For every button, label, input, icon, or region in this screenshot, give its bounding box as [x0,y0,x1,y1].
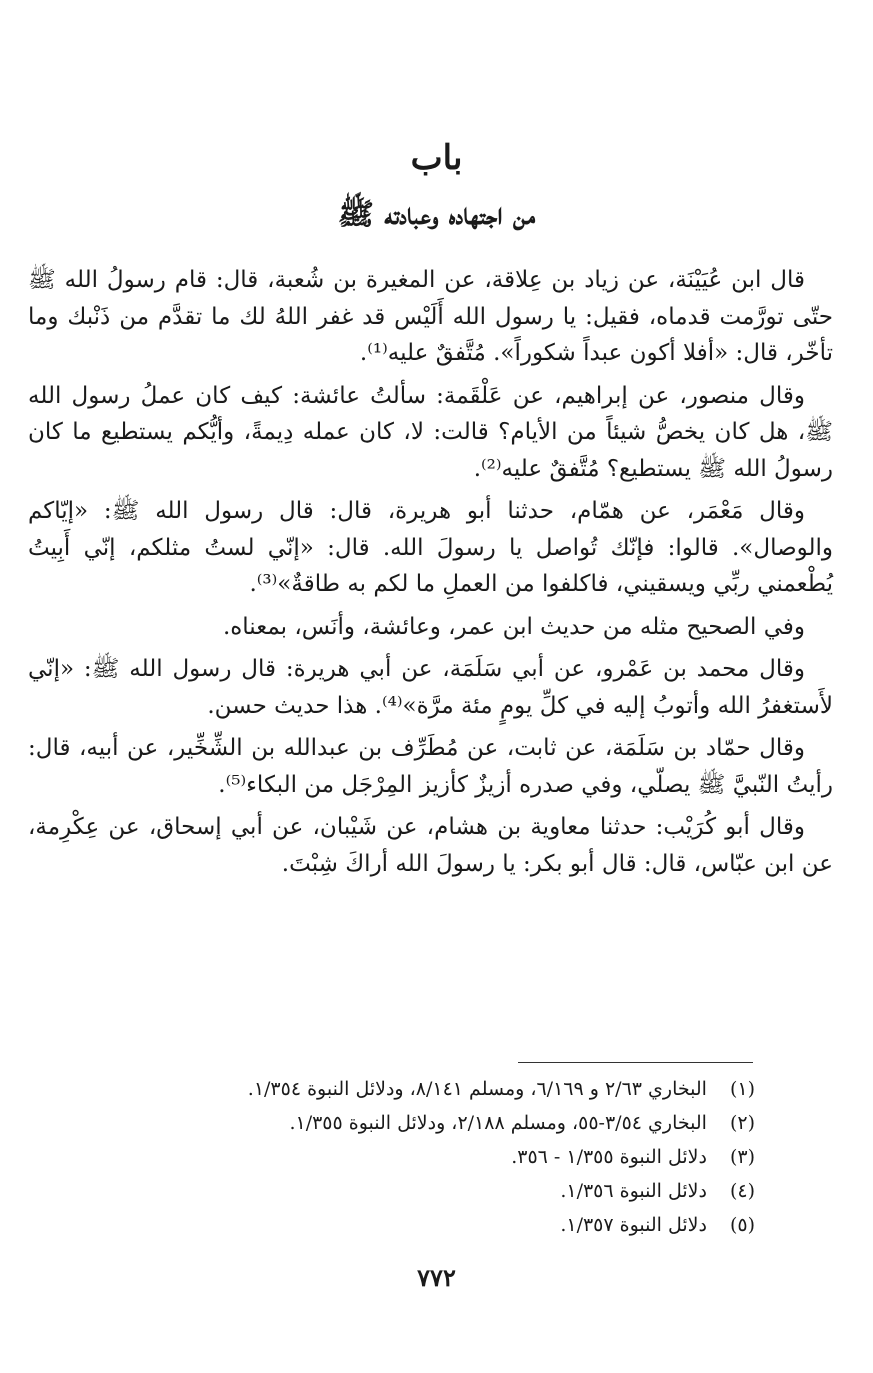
paragraph-7: وقال أبو كُرَيْب: حدثنا معاوية بن هشام، عن شَيْبان، عن أبي إسحاق، عن عِكْرِمة، عن ابن عبّاس، قال: قال أبو بكر: يا رسولَ الله أراكَ شِبْتَ. [28,814,833,877]
paragraph-1: قال ابن عُيَيْنَة، عن زياد بن عِلاقة، عن المغيرة بن شُعبة، قال: قام رسولُ الله ﷺ حتّى تورَّمت قدماه، فقيل: يا رسول الله أَلَيْس قد غفر اللهُ لك ما تقدَّم من ذَنْبك وما تأخّر، قال: «أفلا أكون عبداً شكوراً». مُتَّفقٌ عليه⁽¹⁾. [28,267,833,366]
paragraph-3: وقال مَعْمَر، عن همّام، حدثنا أبو هريرة، قال: قال رسول الله ﷺ: «إيّاكم والوصال». قالوا: فإنّك تُواصل يا رسولَ الله. قال: «إنّي لستُ مثلكم، إنّي أَبِيتُ يُطْعمني ربِّي ويسقيني، فاكلفوا من العملِ ما لكم به طاقةٌ»⁽³⁾. [28,498,833,597]
footnote-number: (٣) [729,1146,755,1168]
footnote-number: (١) [729,1078,755,1100]
chapter-subtitle: من اجتهاده وعبادته ﷺ [337,197,536,232]
footnote-text: دلائل النبوة ١/٣٥٥ - ٣٥٦. [511,1146,707,1168]
main-text [28,262,833,888]
footnote-text: البخاري ٢/٦٣ و ٦/١٦٩، ومسلم ٨/١٤١، ودلائل النبوة ١/٣٥٤. [247,1078,707,1100]
page-number: ٧٧٢ [417,1263,456,1292]
footnote-5 [115,1208,755,1242]
footnote-4 [115,1174,755,1208]
paragraph-6: وقال حمّاد بن سَلَمَة، عن ثابت، عن مُطَرِّف بن عبدالله بن الشِّخِّير، عن أبيه، قال: رأيتُ النّبيَّ ﷺ يصلّي، وفي صدره أزيزٌ كأزيز المِرْجَل من البكاء⁽⁵⁾. [28,735,833,798]
footnote-number: (٤) [729,1180,755,1202]
paragraph-2: وقال منصور، عن إبراهيم، عن عَلْقَمة: سألتُ عائشة: كيف كان عملُ رسول الله ﷺ، هل كان يخصُّ شيئاً من الأيام؟ قالت: لا، كان عمله دِيمةً، وأيُّكم يستطيع ما كان رسولُ الله ﷺ يستطيع؟ مُتَّفقٌ عليه⁽²⁾. [28,382,833,482]
footnotes [115,1072,755,1242]
footnote-1 [115,1072,755,1106]
footnote-3 [115,1140,755,1174]
paragraph-5: وقال محمد بن عَمْرو، عن أبي سَلَمَة، عن أبي هريرة: قال رسول الله ﷺ: «إنّي لأَستغفرُ الله وأتوبُ إليه في كلِّ يومٍ مئة مرَّة»⁽⁴⁾. هذا حديث حسن. [28,656,833,719]
paragraph-4: وفي الصحيح مثله من حديث ابن عمر، وعائشة، وأنَس، بمعناه. [222,613,805,640]
footnote-divider [518,1062,753,1063]
footnote-text: دلائل النبوة ١/٣٥٦. [560,1180,707,1202]
footnote-2 [115,1106,755,1140]
footnote-number: (٢) [729,1112,755,1134]
footnote-text: دلائل النبوة ١/٣٥٧. [560,1214,707,1236]
footnote-number: (٥) [729,1214,755,1236]
footnote-text: البخاري ٣/٥٤-٥٥، ومسلم ٢/١٨٨، ودلائل النبوة ١/٣٥٥. [289,1112,707,1134]
chapter-title: باب [410,138,463,178]
